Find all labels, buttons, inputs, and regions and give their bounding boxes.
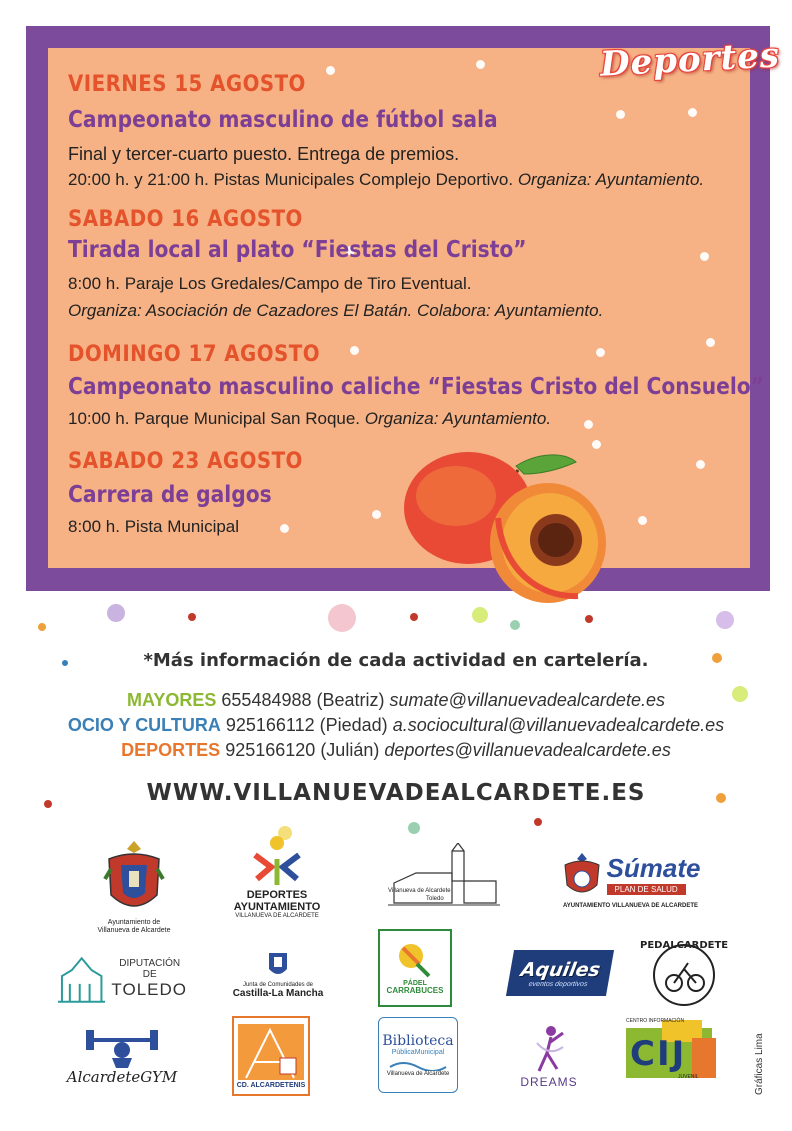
villanueva-toledo-logo (384, 838, 504, 918)
confetti-dot (107, 604, 125, 622)
contact-phone: 925166112 (Piedad) (225, 715, 388, 735)
shield-icon (267, 949, 289, 979)
confetti-dot (716, 611, 734, 629)
logo-caption: Ayuntamiento de (107, 919, 161, 927)
alcardetenis-logo (232, 1016, 310, 1096)
coat-of-arms-icon (99, 839, 169, 919)
logo-caption: Junta de Comunidades de (242, 981, 314, 988)
cij-logo (620, 1016, 720, 1084)
contact-email: deportes@villanuevadealcardete.es (384, 740, 671, 760)
confetti-dot (472, 607, 488, 623)
diputacion-toledo-logo (58, 946, 188, 1012)
dancer-icon (529, 1023, 569, 1075)
confetti-dot (510, 620, 520, 630)
printer-credit: Gráficas Lima (754, 1033, 765, 1095)
event-title: Campeonato masculino de fútbol sala (68, 107, 498, 133)
logo-caption: DEPORTES (246, 888, 308, 901)
logo-title: AlcardeteGYM (66, 1068, 178, 1086)
website-url: WWW.VILLANUEVADEALCARDETE.ES (146, 780, 646, 806)
sumate-logo (558, 840, 703, 920)
biblioteca-logo (378, 1017, 458, 1093)
alcardete-gym-logo (66, 1018, 178, 1092)
peach-illustration (398, 448, 618, 608)
logo-subtitle: PúblicaMunicipal (391, 1048, 445, 1056)
logo-caption: TOLEDO (111, 980, 187, 999)
logo-subtitle: PLAN DE SALUD (607, 884, 686, 895)
logo-subtitle: eventos deportivos (528, 980, 589, 988)
ayuntamiento-logo (88, 832, 180, 942)
confetti-dot (534, 818, 542, 826)
contact-phone: 925166120 (Julián) (225, 740, 380, 760)
padel-racket-icon (393, 940, 437, 980)
event-detail: Final y tercer-cuarto puesto. Entrega de premios. (68, 144, 460, 164)
coat-of-arms-icon (561, 851, 603, 897)
logo-title: Súmate (606, 852, 701, 883)
dreams-logo (512, 1018, 586, 1094)
event-detail: 8:00 h. Paraje Los Gredales/Campo de Tiro Eventual. (68, 274, 472, 293)
contact-label: DEPORTES (121, 740, 221, 760)
event-date: DOMINGO 17 AGOSTO (68, 342, 320, 367)
confetti-dot (408, 822, 420, 834)
logo-caption: CD. ALCARDETENIS (236, 1082, 306, 1090)
event-date: VIERNES 15 AGOSTO (68, 72, 306, 97)
event-detail: 10:00 h. Parque Municipal San Roque. Organiza: Ayuntamiento. (68, 409, 552, 428)
church-sketch-icon (386, 843, 502, 913)
logo-caption: Castilla-La Mancha (232, 988, 324, 1000)
logo-caption: Villanueva de Alcardete (97, 927, 171, 934)
contact-line-deportes (0, 740, 792, 761)
confetti-dot (38, 623, 46, 631)
info-note: *Más información de cada actividad en cartelería. (143, 650, 649, 671)
logo-caption: CENTRO INFORMACIÓN (626, 1018, 685, 1024)
logo-caption: AYUNTAMIENTO VILLANUEVA DE ALCARDETE (562, 902, 698, 909)
event-date: SABADO 23 AGOSTO (68, 449, 303, 474)
pedalcardete-logo (640, 938, 728, 1010)
logo-caption: Toledo (426, 896, 444, 902)
contact-label: OCIO Y CULTURA (67, 715, 221, 735)
contact-phone: 655484988 (Beatriz) (221, 690, 385, 710)
deportes-badge: Deportes (599, 35, 781, 85)
junta-castilla-logo (226, 942, 330, 1006)
logo-title: Biblioteca (382, 1032, 454, 1049)
confetti-dot (585, 615, 593, 623)
aquiles-logo (506, 950, 614, 996)
event-title: Campeonato masculino caliche “Fiestas Cristo del Consuelo” (68, 374, 764, 400)
event-detail: 8:00 h. Pista Municipal (68, 517, 240, 536)
contact-email: sumate@villanuevadealcardete.es (389, 690, 665, 710)
contact-email: a.sociocultural@villanuevadealcardete.es (392, 715, 725, 735)
castle-icon (58, 954, 105, 1004)
event-detail: Organiza: Asociación de Cazadores El Batán. Colabora: Ayuntamiento. (68, 301, 604, 320)
contact-label: MAYORES (127, 690, 217, 710)
event-detail: 20:00 h. y 21:00 h. Pistas Municipales Complejo Deportivo. Organiza: Ayuntamiento. (68, 170, 705, 189)
logo-title: CIJ (630, 1034, 687, 1074)
event-date: SABADO 16 AGOSTO (68, 207, 303, 232)
confetti-dot (188, 613, 196, 621)
weightlifter-icon (82, 1024, 162, 1068)
logo-caption: CARRABUCES (386, 986, 444, 996)
logo-title: PEDALCARDETE (640, 940, 729, 951)
logo-caption: PÁDEL (403, 979, 427, 987)
logo-title: DREAMS (520, 1075, 578, 1089)
logo-caption: DIPUTACIÓN DE (119, 958, 181, 980)
contact-line-mayores (0, 690, 792, 711)
logo-caption: VILLANUEVA DE ALCARDETE (235, 912, 319, 919)
event-title: Tirada local al plato “Fiestas del Cristo” (68, 237, 527, 263)
confetti-dot (410, 613, 418, 621)
deportes-ayuntamiento-logo (222, 826, 332, 926)
tennis-court-icon (236, 1022, 306, 1082)
logo-title: Aquiles (519, 958, 603, 981)
sports-figure-icon (247, 833, 307, 889)
logo-caption: JUVENIL (678, 1074, 699, 1080)
event-title: Carrera de galgos (68, 482, 272, 508)
logo-caption: Villanueva de Alcardete (388, 888, 451, 894)
padel-carrabuces-logo (378, 929, 452, 1007)
confetti-dot (328, 604, 356, 632)
wave-icon (388, 1057, 448, 1071)
contact-line-ocio (0, 715, 792, 736)
logo-caption: AYUNTAMIENTO (233, 900, 321, 913)
logo-caption: Villanueva de Alcardete (386, 1070, 450, 1077)
